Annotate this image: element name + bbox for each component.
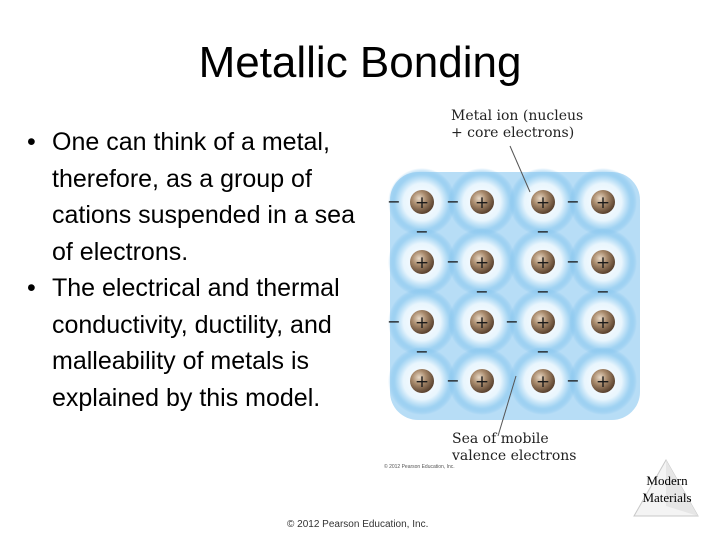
bullet-marker: • — [27, 274, 36, 302]
slide-title: Metallic Bonding — [198, 38, 522, 87]
sea-of-electrons-label: Sea of mobile valence electrons — [452, 431, 577, 464]
ion-charge-label: + — [535, 372, 551, 392]
ion-charge-label: + — [414, 372, 430, 392]
corner-label: Modern Materials — [642, 473, 692, 505]
electron-symbol: − — [415, 342, 429, 361]
ion-charge-label: + — [595, 372, 611, 392]
figure-credit: © 2012 Pearson Education, Inc. — [384, 464, 455, 470]
electron-symbol: − — [415, 222, 429, 241]
electron-symbol: − — [387, 312, 401, 331]
electron-symbol: − — [536, 282, 550, 301]
ion-charge-label: + — [414, 313, 430, 333]
lattice-diagram — [378, 106, 640, 472]
metal-ion-label: Metal ion (nucleus + core electrons) — [451, 108, 584, 141]
electron-symbol: − — [566, 192, 580, 211]
ion-charge-label: + — [535, 193, 551, 213]
ion-charge-label: + — [414, 193, 430, 213]
electron-symbol: − — [566, 371, 580, 390]
electron-symbol: − — [596, 282, 610, 301]
metal-lattice-figure — [378, 106, 640, 472]
ion-charge-label: + — [474, 313, 490, 333]
electron-symbol: − — [475, 282, 489, 301]
ion-charge-label: + — [474, 253, 490, 273]
bullet-list — [24, 124, 374, 416]
electron-symbol: − — [446, 252, 460, 271]
bullet-text: The electrical and thermal conductivity, ductility, and malleability of metals is explained by this model. — [52, 274, 340, 412]
footer-copyright: © 2012 Pearson Education, Inc. — [287, 519, 429, 530]
electron-symbol: − — [446, 192, 460, 211]
electron-symbol: − — [536, 342, 550, 361]
ion-charge-label: + — [535, 253, 551, 273]
electron-symbol: − — [566, 252, 580, 271]
bullet-item — [24, 270, 374, 416]
ion-charge-label: + — [474, 372, 490, 392]
ion-charge-label: + — [414, 253, 430, 273]
electron-symbol: − — [446, 371, 460, 390]
electron-symbol: − — [505, 312, 519, 331]
bullet-marker: • — [27, 128, 36, 156]
ion-charge-label: + — [595, 253, 611, 273]
electron-symbol: − — [536, 222, 550, 241]
ion-charge-label: + — [474, 193, 490, 213]
ion-charge-label: + — [535, 313, 551, 333]
ion-charge-label: + — [595, 313, 611, 333]
bullet-text: One can think of a metal, therefore, as a group of cations suspended in a sea of electrons. — [52, 128, 355, 266]
ion-charge-label: + — [595, 193, 611, 213]
bullet-item — [24, 124, 374, 270]
electron-symbol: − — [387, 192, 401, 211]
